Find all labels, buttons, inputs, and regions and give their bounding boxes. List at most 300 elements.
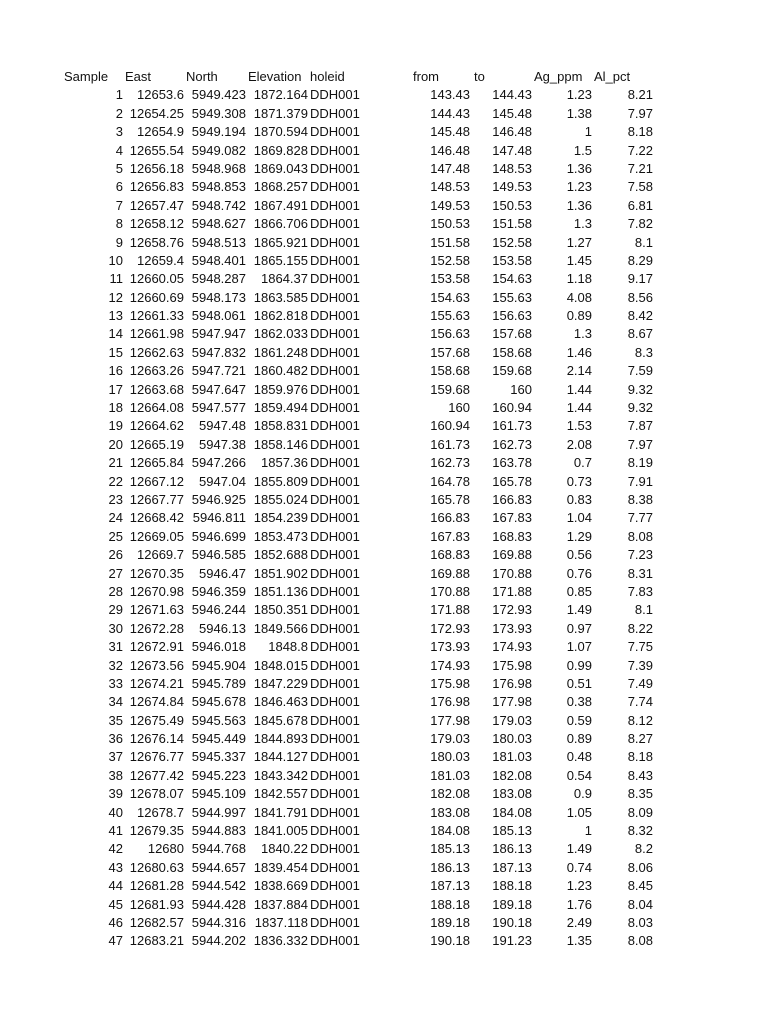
al-pct-cell: 8.08 [627,933,653,949]
north-cell: 5948.401 [191,252,246,268]
from-cell: 185.13 [430,841,470,857]
from-cell: 164.78 [430,473,470,489]
table-row [0,142,768,160]
from-cell: 144.43 [430,105,470,121]
elevation-cell: 1872.164 [253,87,308,103]
ag-ppm-cell: 0.89 [566,308,592,324]
to-cell: 166.83 [492,491,532,507]
east-cell: 12660.05 [129,271,184,287]
east-cell: 12682.57 [129,914,184,930]
from-cell: 176.98 [430,694,470,710]
from-cell: 154.63 [430,289,470,305]
from-cell: 161.73 [430,436,470,452]
elevation-cell: 1859.494 [253,400,308,416]
elevation-cell: 1844.127 [253,749,308,765]
to-cell: 163.78 [492,455,532,471]
north-cell: 5945.223 [191,767,246,783]
ag-ppm-cell: 1.04 [566,510,592,526]
al-pct-cell: 8.03 [627,914,653,930]
north-cell: 5948.627 [191,216,246,232]
north-cell: 5945.563 [191,712,246,728]
sample-cell: 26 [108,547,123,563]
east-cell: 12660.69 [129,289,184,305]
from-cell: 171.88 [430,602,470,618]
east-cell: 12664.62 [129,418,184,434]
from-cell: 169.88 [430,565,470,581]
from-cell: 143.43 [430,87,470,103]
east-cell: 12670.35 [129,565,184,581]
from-cell: 158.68 [430,363,470,379]
al-pct-cell: 8.29 [627,252,653,268]
elevation-cell: 1837.118 [254,914,308,930]
table-row [0,160,768,178]
al-pct-cell: 9.32 [627,381,653,397]
ag-ppm-cell: 0.99 [566,657,592,673]
east-cell: 12659.4 [137,252,184,268]
from-cell: 156.63 [430,326,470,342]
ag-ppm-cell: 2.49 [566,914,592,930]
from-cell: 150.53 [430,216,470,232]
north-cell: 5946.925 [191,491,246,507]
elevation-cell: 1855.809 [253,473,308,489]
from-cell: 167.83 [430,528,470,544]
sample-cell: 45 [108,896,123,912]
table-body [0,86,768,950]
east-cell: 12676.14 [129,731,184,747]
east-cell: 12653.6 [137,87,184,103]
ag-ppm-cell: 1.44 [566,381,592,397]
east-cell: 12683.21 [129,933,184,949]
to-cell: 191.23 [492,933,532,949]
east-cell: 12655.54 [129,142,184,158]
table-row [0,840,768,858]
table-row [0,675,768,693]
ag-ppm-cell: 1.36 [566,160,592,176]
table-row [0,583,768,601]
elevation-cell: 1866.706 [253,216,308,232]
north-cell: 5949.423 [191,87,246,103]
to-cell: 150.53 [492,197,532,213]
al-pct-cell: 7.77 [627,510,653,526]
to-cell: 181.03 [492,749,532,765]
to-cell: 167.83 [492,510,532,526]
from-cell: 168.83 [430,547,470,563]
east-cell: 12665.84 [129,455,184,471]
elevation-cell: 1845.678 [253,712,308,728]
table-row [0,417,768,435]
holeid-cell: DDH001 [310,841,360,857]
holeid-cell: DDH001 [310,491,360,507]
east-cell: 12654.9 [137,124,184,140]
from-cell: 187.13 [430,878,470,894]
from-cell: 148.53 [430,179,470,195]
table-row [0,657,768,675]
east-cell: 12656.83 [129,179,184,195]
table-row [0,620,768,638]
elevation-cell: 1868.257 [253,179,308,195]
ag-ppm-cell: 1.23 [566,179,592,195]
east-cell: 12677.42 [129,767,184,783]
from-cell: 180.03 [430,749,470,765]
sample-cell: 42 [108,841,123,857]
sample-cell: 5 [115,160,123,176]
holeid-cell: DDH001 [310,547,360,563]
sample-cell: 22 [108,473,123,489]
table-row [0,234,768,252]
ag-ppm-cell: 2.14 [566,363,592,379]
from-cell: 155.63 [430,308,470,324]
al-pct-cell: 7.21 [627,160,653,176]
north-cell: 5949.308 [191,105,246,121]
elevation-cell: 1842.557 [253,786,308,802]
elevation-cell: 1869.828 [253,142,308,158]
ag-ppm-cell: 0.76 [566,565,592,581]
al-pct-cell: 7.23 [627,547,653,563]
holeid-cell: DDH001 [310,418,360,434]
header-to: to [474,69,485,84]
holeid-cell: DDH001 [310,933,360,949]
al-pct-cell: 8.45 [627,878,653,894]
al-pct-cell: 8.43 [627,767,653,783]
ag-ppm-cell: 0.51 [566,675,592,691]
sample-cell: 30 [108,620,123,636]
ag-ppm-cell: 0.73 [566,473,592,489]
ag-ppm-cell: 2.08 [566,436,592,452]
east-cell: 12668.42 [129,510,184,526]
ag-ppm-cell: 1.18 [566,271,592,287]
east-cell: 12679.35 [129,823,184,839]
to-cell: 190.18 [492,914,532,930]
ag-ppm-cell: 1 [584,823,592,839]
al-pct-cell: 8.31 [627,565,653,581]
holeid-cell: DDH001 [310,602,360,618]
elevation-cell: 1851.902 [253,565,308,581]
ag-ppm-cell: 1.5 [573,142,592,158]
sample-cell: 7 [115,197,123,213]
to-cell: 186.13 [492,841,532,857]
sample-cell: 41 [108,823,123,839]
al-pct-cell: 7.91 [627,473,653,489]
ag-ppm-cell: 0.85 [566,583,592,599]
north-cell: 5947.832 [191,344,246,360]
al-pct-cell: 8.22 [627,620,653,636]
east-cell: 12673.56 [129,657,184,673]
elevation-cell: 1865.921 [253,234,308,250]
al-pct-cell: 7.82 [627,216,653,232]
table-row [0,325,768,343]
sample-cell: 2 [115,105,123,121]
from-cell: 186.13 [430,859,470,875]
ag-ppm-cell: 4.08 [566,289,592,305]
north-cell: 5949.082 [191,142,246,158]
table-row [0,601,768,619]
table-row [0,123,768,141]
table-row [0,399,768,417]
ag-ppm-cell: 0.7 [573,455,592,471]
holeid-cell: DDH001 [310,216,360,232]
holeid-cell: DDH001 [310,124,360,140]
table-row [0,877,768,895]
holeid-cell: DDH001 [310,712,360,728]
from-cell: 184.08 [430,823,470,839]
elevation-cell: 1840.22 [261,841,308,857]
north-cell: 5944.997 [191,804,246,820]
north-cell: 5948.287 [191,271,246,287]
east-cell: 12654.25 [129,105,184,121]
holeid-cell: DDH001 [310,528,360,544]
to-cell: 183.08 [492,786,532,802]
header-north: North [186,69,218,84]
sample-cell: 34 [108,694,123,710]
from-cell: 179.03 [430,731,470,747]
to-cell: 153.58 [492,252,532,268]
elevation-cell: 1871.379 [253,105,308,121]
east-cell: 12680 [147,841,184,857]
to-cell: 177.98 [492,694,532,710]
holeid-cell: DDH001 [310,436,360,452]
table-row [0,86,768,104]
north-cell: 5946.359 [191,583,246,599]
to-cell: 146.48 [492,124,532,140]
from-cell: 190.18 [430,933,470,949]
al-pct-cell: 8.04 [627,896,653,912]
sample-cell: 43 [108,859,123,875]
sample-cell: 19 [108,418,123,434]
to-cell: 161.73 [492,418,532,434]
elevation-cell: 1863.585 [253,289,308,305]
holeid-cell: DDH001 [310,308,360,324]
al-pct-cell: 7.83 [627,583,653,599]
holeid-cell: DDH001 [310,326,360,342]
holeid-cell: DDH001 [310,786,360,802]
holeid-cell: DDH001 [310,271,360,287]
holeid-cell: DDH001 [310,859,360,875]
holeid-cell: DDH001 [310,565,360,581]
table-row [0,362,768,380]
to-cell: 182.08 [492,767,532,783]
elevation-cell: 1843.342 [253,767,308,783]
sample-cell: 37 [108,749,123,765]
elevation-cell: 1836.332 [253,933,308,949]
al-pct-cell: 8.1 [634,234,653,250]
ag-ppm-cell: 1.35 [566,933,592,949]
holeid-cell: DDH001 [310,252,360,268]
al-pct-cell: 8.09 [627,804,653,820]
east-cell: 12674.21 [129,675,184,691]
to-cell: 160.94 [492,400,532,416]
east-cell: 12661.33 [129,308,184,324]
from-cell: 145.48 [430,124,470,140]
ag-ppm-cell: 1.49 [566,841,592,857]
sample-cell: 15 [108,344,123,360]
holeid-cell: DDH001 [310,749,360,765]
east-cell: 12678.7 [137,804,184,820]
holeid-cell: DDH001 [310,105,360,121]
holeid-cell: DDH001 [310,344,360,360]
table-row [0,896,768,914]
sample-cell: 20 [108,436,123,452]
from-cell: 173.93 [430,639,470,655]
east-cell: 12664.08 [129,400,184,416]
east-cell: 12669.05 [129,528,184,544]
to-cell: 187.13 [492,859,532,875]
al-pct-cell: 7.39 [627,657,653,673]
east-cell: 12662.63 [129,344,184,360]
east-cell: 12657.47 [129,197,184,213]
sample-cell: 17 [108,381,123,397]
table-row [0,178,768,196]
table-row [0,509,768,527]
from-cell: 147.48 [430,160,470,176]
ag-ppm-cell: 1.49 [566,602,592,618]
holeid-cell: DDH001 [310,583,360,599]
ag-ppm-cell: 1.29 [566,528,592,544]
north-cell: 5944.428 [191,896,246,912]
from-cell: 183.08 [430,804,470,820]
header-al-pct: Al_pct [594,69,631,84]
ag-ppm-cell: 1.27 [566,234,592,250]
holeid-cell: DDH001 [310,657,360,673]
north-cell: 5945.789 [191,675,246,691]
north-cell: 5947.266 [191,455,246,471]
sample-cell: 32 [108,657,123,673]
table-row [0,307,768,325]
to-cell: 144.43 [492,87,532,103]
east-cell: 12658.76 [129,234,184,250]
sample-cell: 3 [115,124,123,140]
holeid-cell: DDH001 [310,160,360,176]
elevation-cell: 1864.37 [261,271,308,287]
east-cell: 12676.77 [129,749,184,765]
elevation-cell: 1838.669 [253,878,308,894]
north-cell: 5945.904 [191,657,246,673]
sample-cell: 10 [108,252,123,268]
holeid-cell: DDH001 [310,620,360,636]
north-cell: 5949.194 [191,124,246,140]
elevation-cell: 1851.136 [253,583,308,599]
to-cell: 189.18 [492,896,532,912]
to-cell: 157.68 [492,326,532,342]
ag-ppm-cell: 0.9 [573,786,592,802]
ag-ppm-cell: 1.3 [573,326,592,342]
to-cell: 168.83 [492,528,532,544]
holeid-cell: DDH001 [310,694,360,710]
holeid-cell: DDH001 [310,767,360,783]
table-row [0,454,768,472]
elevation-cell: 1867.491 [253,197,308,213]
sample-cell: 27 [108,565,123,581]
elevation-cell: 1841.005 [253,823,308,839]
to-cell: 176.98 [492,675,532,691]
header-holeid: holeid [310,69,345,84]
from-cell: 170.88 [430,583,470,599]
ag-ppm-cell: 1 [584,124,592,140]
holeid-cell: DDH001 [310,878,360,894]
ag-ppm-cell: 0.89 [566,731,592,747]
elevation-cell: 1855.024 [253,491,308,507]
north-cell: 5948.173 [191,289,246,305]
header-elevation: Elevation [248,69,302,84]
to-cell: 173.93 [492,620,532,636]
east-cell: 12667.77 [129,491,184,507]
from-cell: 177.98 [430,712,470,728]
ag-ppm-cell: 1.44 [566,400,592,416]
al-pct-cell: 8.12 [627,712,653,728]
table-row [0,859,768,877]
ag-ppm-cell: 0.48 [566,749,592,765]
elevation-cell: 1853.473 [253,528,308,544]
north-cell: 5945.449 [191,731,246,747]
to-cell: 171.88 [492,583,532,599]
north-cell: 5948.968 [191,160,246,176]
from-cell: 146.48 [430,142,470,158]
north-cell: 5947.647 [191,381,246,397]
al-pct-cell: 6.81 [627,197,653,213]
to-cell: 180.03 [492,731,532,747]
east-cell: 12671.63 [129,602,184,618]
ag-ppm-cell: 0.38 [566,694,592,710]
sample-cell: 6 [115,179,123,195]
header-sample: Sample [64,69,109,84]
table-row [0,546,768,564]
east-cell: 12681.93 [129,896,184,912]
to-cell: 155.63 [492,289,532,305]
holeid-cell: DDH001 [310,731,360,747]
north-cell: 5947.721 [191,363,246,379]
sample-cell: 38 [108,767,123,783]
header-row [0,68,768,86]
holeid-cell: DDH001 [310,197,360,213]
holeid-cell: DDH001 [310,675,360,691]
to-cell: 147.48 [492,142,532,158]
al-pct-cell: 7.58 [627,179,653,195]
elevation-cell: 1860.482 [253,363,308,379]
sample-cell: 44 [108,878,123,894]
sample-cell: 28 [108,583,123,599]
from-cell: 160 [448,400,470,416]
table-row [0,252,768,270]
elevation-cell: 1862.818 [253,308,308,324]
north-cell: 5944.657 [191,859,246,875]
al-pct-cell: 8.19 [627,455,653,471]
from-cell: 165.78 [430,491,470,507]
holeid-cell: DDH001 [310,289,360,305]
north-cell: 5944.883 [191,823,246,839]
ag-ppm-cell: 1.36 [566,197,592,213]
east-cell: 12665.19 [129,436,184,452]
north-cell: 5947.947 [191,326,246,342]
table-row [0,565,768,583]
al-pct-cell: 7.97 [627,436,653,452]
table-row [0,436,768,454]
sample-cell: 14 [108,326,123,342]
north-cell: 5946.811 [192,510,246,526]
elevation-cell: 1854.239 [253,510,308,526]
to-cell: 152.58 [492,234,532,250]
north-cell: 5944.542 [191,878,246,894]
to-cell: 159.68 [492,363,532,379]
al-pct-cell: 9.32 [627,400,653,416]
header-east: East [125,69,152,84]
east-cell: 12678.07 [129,786,184,802]
al-pct-cell: 8.56 [627,289,653,305]
al-pct-cell: 8.27 [627,731,653,747]
al-pct-cell: 8.18 [627,124,653,140]
north-cell: 5947.48 [199,418,246,434]
elevation-cell: 1869.043 [253,160,308,176]
sample-cell: 35 [108,712,123,728]
from-cell: 188.18 [430,896,470,912]
